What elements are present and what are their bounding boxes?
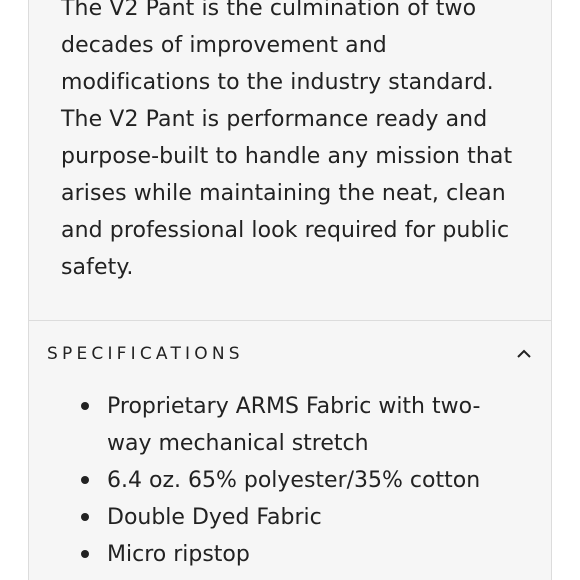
list-item [79, 388, 519, 462]
section-divider [29, 320, 551, 321]
spec-item-text: Double Dyed Fabric [107, 505, 322, 530]
list-item [79, 536, 519, 573]
bullet-icon [81, 513, 89, 521]
list-item [79, 499, 519, 536]
specifications-title: SPECIFICATIONS [47, 344, 244, 364]
bullet-icon [81, 550, 89, 558]
chevron-up-icon[interactable] [515, 345, 533, 363]
spec-item-text: Proprietary ARMS Fabric with two-way mechanical stretch [107, 394, 481, 456]
list-item [79, 462, 519, 499]
bullet-icon [81, 402, 89, 410]
specifications-accordion-header[interactable] [29, 335, 551, 375]
spec-item-text: 6.4 oz. 65% polyester/35% cotton [107, 468, 481, 493]
spec-item-text: Micro ripstop [107, 542, 250, 567]
product-description: The V2 Pant is the culmination of two decades of improvement and modifications to the industry standard. The V2 Pant is performance ready and purpose-built to handle any mission that arises while maintaining the neat, clean and professional look required for public safety. [61, 0, 513, 280]
product-details-panel [28, 0, 552, 580]
specifications-list [79, 388, 519, 573]
bullet-icon [81, 476, 89, 484]
